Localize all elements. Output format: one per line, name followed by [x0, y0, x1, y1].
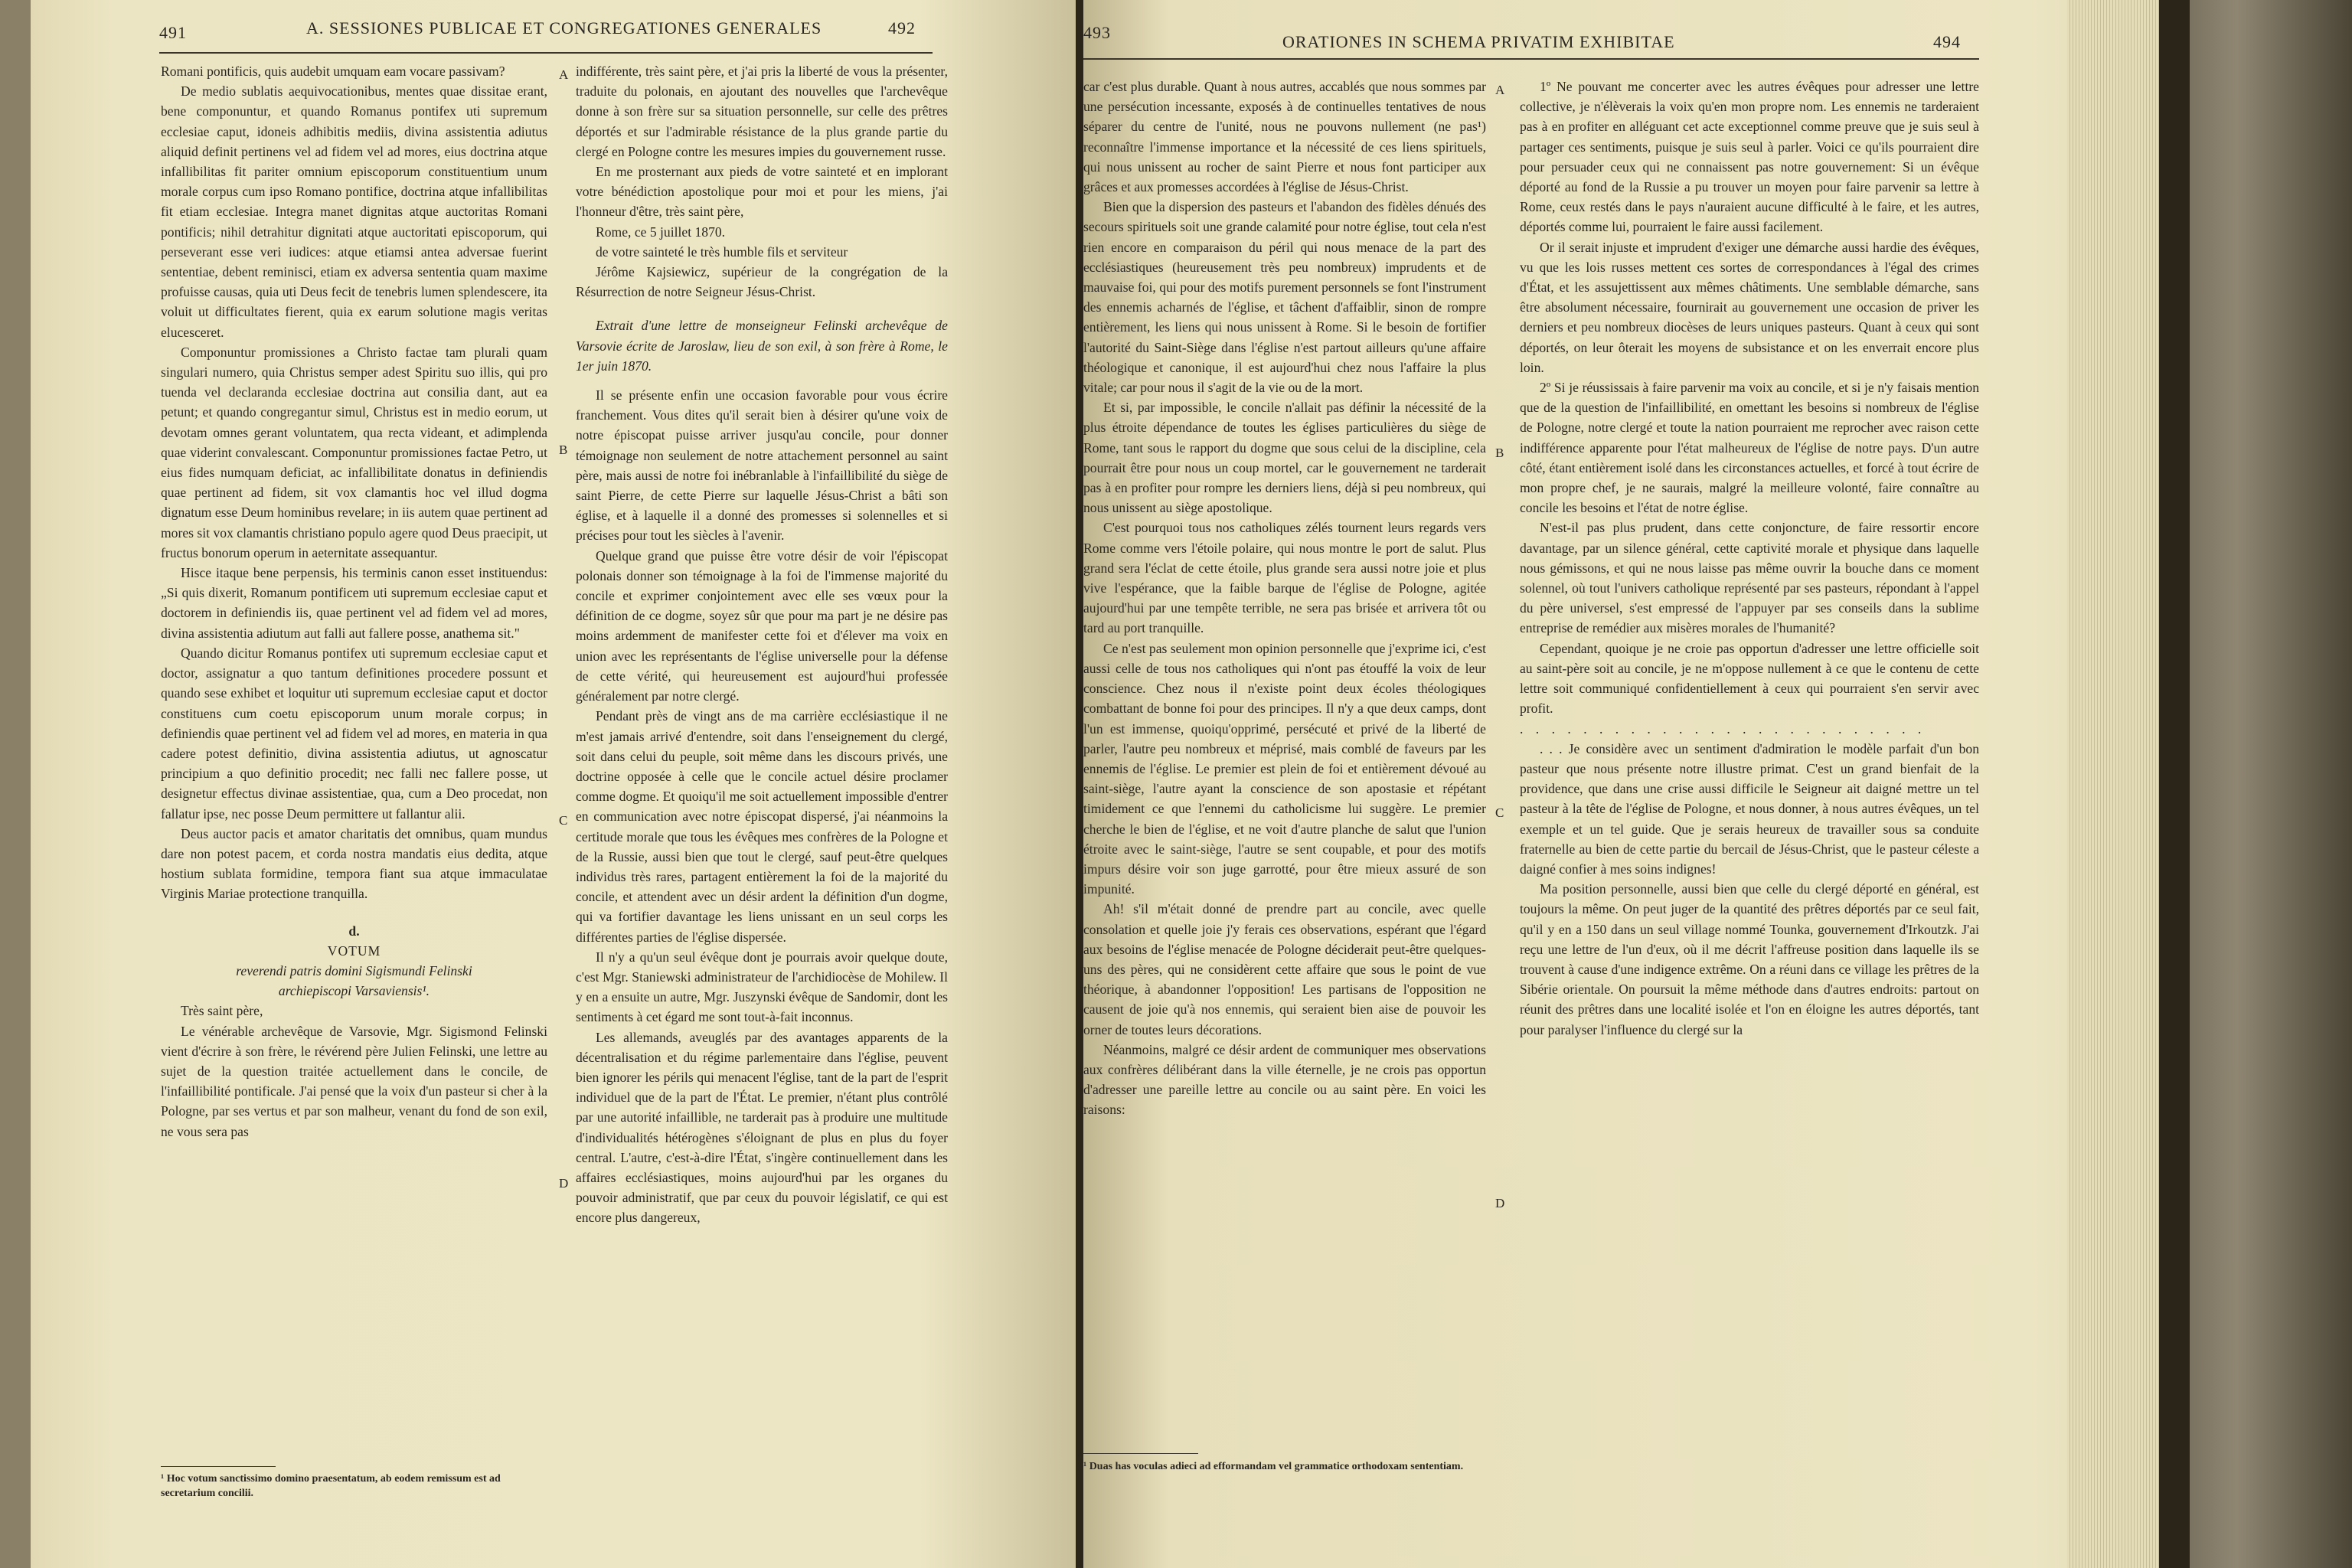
footnote: ¹ Duas has voculas adieci ad efformandam vel grammatice orthodoxam sententiam. — [1083, 1461, 1464, 1472]
paragraph: Romani pontificis, quis audebit umquam eam vocare passivam? — [161, 64, 505, 79]
paragraph: Et si, par impossible, le concile n'allait pas définir la nécessité de la plus étroite dépendance de toutes les églises particulières du siège de Rome, tant sous le rapport du dogme que sous celui de la discipline, cela pourrait être pour nous un coup mortel, car le gouvernement ne tarderait pas à en profiter pour rompre les derniers liens, déjà si peu nombreux, qui nous unissent au siège apostolique. — [1083, 400, 1486, 516]
votum-caption: reverendi patris domini Sigismundi Felinski — [236, 962, 472, 978]
page-number-492: 492 — [888, 18, 916, 38]
open-book — [31, 0, 2190, 1568]
margin-marker: D — [559, 1176, 569, 1191]
extract-heading: Extrait d'une lettre de monseigneur Felinski archevêque de Varsovie écrite de Jaroslaw, lieu de son exil, à son frère à Rome, le 1er juin 1870. — [576, 318, 948, 374]
right-col-1 — [1083, 77, 1486, 1120]
ellipsis-line: . . . . . . . . . . . . . . . . . . . . . . . . . . — [1520, 720, 1926, 737]
footnote: ¹ Hoc votum sanctissimo domino praesentatum, ab eodem remissum est ad secretarium concilii. — [161, 1473, 501, 1499]
footnote-rule — [161, 1466, 276, 1467]
paragraph: Componuntur promissiones a Christo factae tam plurali quam singulari numero, quia Christus semper adest Spiritu suo illis, qui pro tuenda vel declaranda ecclesiae doctrina aut consilia dant, aut ea petunt; et quando congregantur simul, Christus est in medio eorum, ut devotam omnes gerant voluntatem, qua recta videant, et adimplenda quae viderint convalescant. Componuntur promissiones factae Petro, ut eius fides numquam deficiat, ac infallibilitate donatus in definiendis quae pertinent ad fidem, sit vox clamantis hoc vel illud dogma dignatum esse Deum hominibus revelare; in iis autem quae pertinent ad mores sit vox clamantis christiano populo agere quod Deus praecipit, ut fructus bonorum operum in aeternitate assequantur. — [161, 344, 547, 560]
running-head-left: A. SESSIONES PUBLICAE ET CONGREGATIONES GENERALES — [306, 18, 822, 38]
page-block-edges — [2067, 0, 2159, 1568]
left-col-2 — [576, 61, 948, 1228]
paragraph: car c'est plus durable. Quant à nous autres, accablés que nous sommes par une persécution incessante, exposés à de continuelles tentatives de nous séparer du centre de l'unité, nous ne pouvons nullement (ne pas¹) reconnaître l'immense importance et la nécessité de ces liens spirituels, qui nous unissent au rocher de saint Pierre et nous font participer aux grâces et aux promesses accordées à l'église de Jésus-Christ. — [1083, 79, 1486, 195]
paragraph: indifférente, très saint père, et j'ai pris la liberté de vous la présenter, traduite du polonais, en ajoutant des nouvelles que l'archevêque donne à son frère sur sa situation personnelle, sur celle des prêtres déportés et sur l'admirable résistance de la plus grande partie du clergé en Pologne contre les mesures impies du gouvernement russe. — [576, 64, 948, 159]
signature-name: Jérôme Kajsiewicz, supérieur de la congrégation de la Résurrection de notre Seigneur Jésus-Christ. — [576, 264, 948, 300]
page-number-491: 491 — [159, 23, 187, 42]
paragraph: Deus auctor pacis et amator charitatis det omnibus, quam mundus dare non potest pacem, et corda nostra mandatis eius dedita, atque hostium sublata formidine, tempora fiant sua atque immaculatae Virginis Mariae protectione tranquilla. — [161, 825, 547, 902]
left-col-1 — [161, 61, 547, 1142]
right-col-2 — [1520, 77, 1979, 1040]
paragraph: 1º Ne pouvant me concerter avec les autres évêques pour adresser une lettre collective, je n'élèverais la voix qu'en mon propre nom. Les ennemis ne tarderaient pas à en profiter en alléguant cet acte exceptionnel comme preuve que je suis seul à partager ces sentiments, puisque je suis seul à parler. Voici ce qu'ils pourraient dire pour persuader ceux qui ne connaissent pas notre gouvernement: Si un évêque déporté au fond de la Russie a pu trouver un moyen pour faire parvenir sa lettre à Rome, ceux restés dans le pays n'auraient aucune difficulté à le faire, et les autres, déportés comme lui, pourraient le faire aussi facilement. — [1520, 79, 1979, 235]
paragraph: Néanmoins, malgré ce désir ardent de communiquer mes observations aux confrères délibérant dans la ville éternelle, je ne crois pas opportun d'adresser une pareille lettre au concile ou au saint père. En voici les raisons: — [1083, 1041, 1486, 1118]
paragraph: En me prosternant aux pieds de votre sainteté et en implorant votre bénédiction apostolique pour moi et pour les miens, j'ai l'honneur d'être, très saint père, — [576, 164, 948, 220]
paragraph: Quando dicitur Romanus pontifex uti supremum ecclesiae caput et doctor, assignatur a quo tantum definitiones procedere possunt et quando sese exhibet et loquitur uti supremum ecclesiae caput et doctor constituens cum coetu episcoporum unum morale corpus; in definiendis quae pertinent vel ad fidem vel ad mores, en materia in qua cadere potest definitio, divina assistentia adiutus, ut agnoscatur principium a quo definitio procedit; nec falli nec fallere posse, ut designetur effectus divinae assistentiae, qua, cum a Deo procedat, non fallatur ipse, nec posse Deum permittere ut fallantur alii. — [161, 645, 547, 822]
paragraph: Le vénérable archevêque de Varsovie, Mgr. Sigismond Felinski vient d'écrire à son frère, le révérend père Julien Felinski, une lettre au sujet de la question traitée actuellement dans le concile, de l'infaillibilité pontificale. J'ai pensé que la voix d'un pasteur si cher à la Pologne, par ses vertus et par son malheur, venant du fond de son exil, ne vous sera pas — [161, 1023, 547, 1139]
paragraph: Ma position personnelle, aussi bien que celle du clergé déporté en général, est toujours la même. On peut juger de la quantité des prêtres déportés par ce seul fait, qu'il y en a 150 dans un seul village nommé Tounka, gouvernement d'Irkoutzk. J'ai reçu une lettre de l'un d'eux, où il me décrit l'affreuse position dans laquelle ils se trouvent à cause d'une indigence extrême. On a réuni dans ce village les prêtres de la Sibérie orientale. On poursuit la même méthode dans d'autres endroits: partout on réunit des prêtres dans une localité isolée et l'on en éloigne les autres déportés, tant pour paralyser l'influence du clergé sur la — [1520, 881, 1979, 1037]
margin-marker: A — [1495, 83, 1505, 97]
paragraph: . . . Je considère avec un sentiment d'admiration le modèle parfait d'un bon pasteur que nous présente notre illustre primat. C'est un grand bienfait de la providence, que dans une crise aussi difficile le Seigneur ait daigné mettre un tel pasteur à la tête de l'église de Pologne, et nous donner, à nous autres évêques, un tel exemple et un tel guide. Que je serais heureux de travailler sous sa conduite fraternelle au bien de cette partie du bercail de Jésus-Christ, que le pasteur céleste a daigné confier à mes soins indignes! — [1520, 740, 1979, 877]
paragraph: Hisce itaque bene perpensis, his terminis canon esset instituendus: „Si quis dixerit, Romanum pontificem uti supremum ecclesiae caput et doctorem in definiendis iis, quae pertinent vel ad fidem vel ad mores, divina assistentia adiutum aut falli aut fallere posse, anathema sit." — [161, 565, 547, 641]
right-page — [1083, 0, 2159, 1568]
signature-line: de votre sainteté le très humble fils et serviteur — [596, 243, 848, 260]
paragraph: Bien que la dispersion des pasteurs et l'abandon des fidèles dénués des secours spirituels soit une grande calamité pour notre église, tout cela n'est rien encore en comparaison du péril qui nous menace de la part des ecclésiastiques (heureusement très peu nombreux) imprudents et de mauvaise foi, qui pour des motifs purement personnels se font l'instrument des ennemis acharnés de l'église, et tâchent d'affaiblir, sinon de rompre entièrement, les liens qui nous unissent à Rome. Si le besoin de fortifier l'autorité du Saint-Siège dans l'église n'est partout ailleurs qu'une affaire théologique et canonique, il est aujourd'hui chez nous l'affaire la plus vitale; car pour nous il s'agit de la vie ou de la mort. — [1083, 199, 1486, 396]
running-head-right: ORATIONES IN SCHEMA PRIVATIM EXHIBITAE — [1282, 32, 1675, 51]
margin-marker: B — [1495, 446, 1504, 460]
paragraph: Ce n'est pas seulement mon opinion personnelle que j'exprime ici, c'est aussi celle de tous nos catholiques qui n'ont pas étouffé la voix de leur conscience. Chez nous il n'existe point deux écoles théologiques combattant de bonne foi pour des principes. Il n'y a que deux camps, dont l'un est immense, quoiqu'opprimé, persécuté et privé de la liberté de parler, l'autre peu nombreux et méprisé, mais comblé de faveurs par les ennemis de l'église. Le premier est plein de foi et entièrement dévoué au saint-siège, l'autre ayant la conscience de son apostasie et répétant timidement ce que l'ennemi du catholicisme lui suggère. Le premier cherche le bien de l'église, et ne voit d'autre planche de salut que l'union étroite avec le saint-siège, l'autre se sent coupable, et pour des motifs impurs désire voir son juge garrotté, pour être mieux assuré de son impunité. — [1083, 640, 1486, 897]
page-number-493: 493 — [1083, 23, 1111, 42]
paragraph: C'est pourquoi tous nos catholiques zélés tournent leurs regards vers Rome comme vers l'étoile polaire, qui nous montre le port de salut. Plus grand sera l'éclat de cette étoile, plus grande sera aussi notre joie et plus vive l'espérance, que la faible barque de l'église de Pologne, agitée aujourd'hui par une tempête terrible, ne sera pas brisée et arrivera tôt ou tard au port tranquille. — [1083, 520, 1486, 636]
paragraph: Les allemands, aveuglés par des avantages apparents de la décentralisation et du régime parlementaire dans l'église, peuvent bien ignorer les périls qui menacent l'église, tant de la part de l'esprit individuel que de la part de l'État. Le premier, n'étant plus contrôlé par une autorité infaillible, ne tarderait pas à produire une multitude d'individualités hétérogènes s'éloignant de plus en plus du foyer central. L'autre, c'est-à-dire l'État, s'ingère continuellement dans les affaires ecclésiastiques, moins aujourd'hui par les organes du pouvoir administratif, que par ceux du pouvoir législatif, ce qui est encore plus dangereux, — [576, 1029, 948, 1226]
margin-marker: B — [559, 443, 568, 457]
margin-marker: C — [1495, 805, 1504, 820]
paragraph: Ah! s'il m'était donné de prendre part au concile, avec quelle consolation et quelle joie j'y ferais ces observations, espérant que l'égard aux besoins de l'église menacée de Pologne déciderait peut-être quelques-uns des pères, qui ne considèrent cette affaire que sous le point de vue théorique, à abandonner l'opposition! Les partisans de l'opposition ne causent de joie qu'à nos ennemis, qui seraient bien aise de pouvoir les orner de toutes leurs décorations. — [1083, 901, 1486, 1037]
margin-marker: A — [559, 67, 569, 82]
page-number-494: 494 — [1933, 32, 1961, 51]
paragraph: Pendant près de vingt ans de ma carrière ecclésiastique il ne m'est jamais arrivé d'entendre, soit dans l'enseignement du clergé, soit dans celui du peuple, soit même dans les discours privés, une doctrine opposée à celle que le concile actuel désire proclamer comme dogme. Et quoiqu'il me soit actuellement impossible d'entrer en communication avec notre épiscopat dispersé, j'ai néanmoins la certitude morale que tous les évêques mes confrères de la Pologne et de la Russie, aussi bien que tout le clergé, sauf peut-être quelques individus très rares, partagent entièrement la foi de la majorité du concile, et attendent avec un désir ardent la définition d'un dogme, qui va fortifier davantage les liens unissant en un seul corps les différentes parties de l'église dispersée. — [576, 708, 948, 945]
votum-caption: archiepiscopi Varsaviensis¹. — [278, 983, 430, 999]
paragraph: Quelque grand que puisse être votre désir de voir l'épiscopat polonais donner son témoignage à la foi de l'immense majorité du concile et exprimer conjointement avec elle ses vœux pour la définition de ce dogme, soyez sûr que pour ma part je ne désire pas moins ardemment de manifester cette foi et d'élever ma voix en union avec les représentants de l'église universelle pour la défense de cette vérité, qui heureusement est aujourd'hui professée généralement par notre clergé. — [576, 547, 948, 704]
paragraph: Il n'y a qu'un seul évêque dont je pourrais avoir quelque doute, c'est Mgr. Staniewski administrateur de l'archidiocèse de Mohilew. Il y en a ensuite un autre, Mgr. Juszynski évêque de Sandomir, dont les sentiments à cet égard me sont tout-à-fait inconnus. — [576, 949, 948, 1025]
paragraph: Il se présente enfin une occasion favorable pour vous écrire franchement. Vous dites qu'il serait bien à désirer qu'une voix de notre épiscopat puisse arriver jusqu'au concile, pour donner témoignage non seulement de notre attachement personnel au saint père, mais aussi de notre foi inébranlable à l'infaillibilité du siège de saint Pierre, de cette Pierre sur laquelle Jésus-Christ a bâti son église, et à laquelle il a donné des promesses si solennelles et si précises pour tout les siècles à l'avenir. — [576, 387, 948, 544]
date-line: Rome, ce 5 juillet 1870. — [596, 224, 726, 240]
votum-title: VOTUM — [327, 942, 381, 959]
footnote-rule — [1083, 1453, 1198, 1454]
paragraph: 2º Si je réussissais à faire parvenir ma voix au concile, et si je n'y faisais mention que de la question de l'infaillibilité, en omettant les besoins si nombreux de l'église de Pologne, notre clergé et toute la nation pourraient me reprocher avec raison cette indifférence apparente pour l'état malheureux de l'église de notre pays. D'un autre côté, étant entièrement isolé dans les circonstances actuelles, et forcé à tout écrire de mon propre chef, je ne saurais, malgré la meilleure volonté, faire connaître au concile les besoins et l'état de notre église. — [1520, 380, 1979, 516]
paragraph: Cependant, quoique je ne croie pas opportun d'adresser une lettre officielle soit au saint-père soit au concile, je ne m'oppose nullement à ce que le contenu de cette lettre soit communiqué confidentiellement à ceux qui pourraient s'en servir avec profit. — [1520, 640, 1979, 717]
margin-marker: C — [559, 813, 568, 828]
margin-marker: D — [1495, 1196, 1505, 1210]
header-rule — [159, 52, 933, 54]
paragraph: Or il serait injuste et imprudent d'exiger une démarche aussi hardie des évêques, vu que les lois russes mettent ces sortes de correspondances à l'égal des crimes d'État, et les assujettissent aux mêmes châtiments. Une semblable démarche, sans être absolument nécessaire, fournirait au gouvernement une occasion de priver les derniers et peu nombreux diocèses de leurs uniques pasteurs. Quant à ceux qui sont déportés, on leur ôterait les moyens de subsistance et on les enverrait encore plus loin. — [1520, 239, 1979, 375]
header-rule — [1083, 58, 1979, 60]
paragraph: De medio sublatis aequivocationibus, mentes quae dissitae erant, bene componuntur, et quando Romanus pontifex uti supremum ecclesiae caput, idoneis adhibitis mediis, divina assistentia adiutus aliquid definit pertinens vel ad fidem vel ad mores, eius doctrina atque infallibilitas fit pariter omnium episcoporum constituentium unum morale corpus cum ipso Romano pontifice, doctrina atque infallibilitas fit etiam ecclesiae. Integra manet dignitas atque auctoritas Romani pontificis; nihil detrahitur dignitati atque auctoritati episcoporum, qui perseverant esse veri iudices: atque etiamsi antea adversae fuerint sententiae, debent reminisci, etiam ex adversa sententia quam maxime profuisse causas, quia uti Deus fecit de tenebris lumen splendescere, ita voluit ut difficultates fierent, quia ex earum solutione magis veritas elucesceret. — [161, 83, 547, 340]
paragraph: N'est-il pas plus prudent, dans cette conjoncture, de faire ressortir encore davantage, par un silence général, cette captivité morale et physique dans laquelle nous gémissons, et qui ne nous laisse pas même ouvrir la bouche dans ce moment solennel, où tout l'univers catholique représenté par ses pasteurs, répondant à l'appel du père universel, s'est empressé de l'appuyer par ses conseils dans la sublime entreprise de remédier aux misères morales de l'humanité? — [1520, 520, 1979, 636]
left-page — [31, 0, 1076, 1568]
section-letter: d. — [348, 923, 360, 939]
salutation: Très saint père, — [181, 1003, 263, 1019]
